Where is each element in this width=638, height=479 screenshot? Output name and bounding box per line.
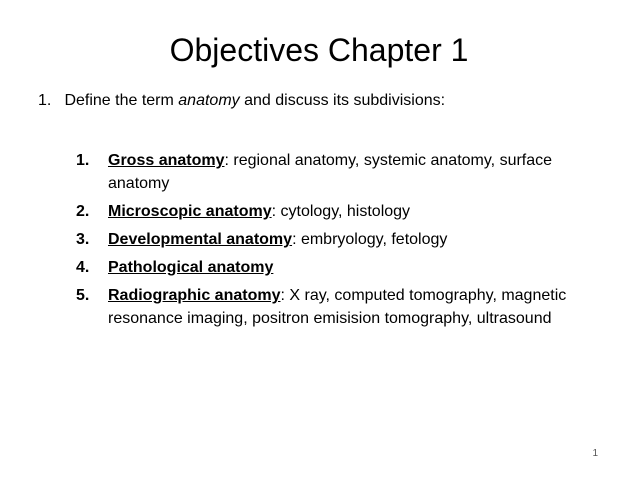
list-item-detail: : X ray, computed tomography, magnetic resonance imaging, positron emisision tomography, ultrasound bbox=[108, 287, 567, 327]
list-item-term: Microscopic anatomy bbox=[108, 203, 272, 220]
list-item-index: 4. bbox=[76, 259, 90, 276]
subdivisions-list bbox=[76, 149, 606, 335]
objective-number: 1. bbox=[38, 92, 52, 109]
objective-line bbox=[38, 90, 618, 112]
list-item-index: 5. bbox=[76, 287, 90, 304]
objective-emphasis: anatomy bbox=[178, 92, 240, 109]
slide-title: Objectives Chapter 1 bbox=[169, 32, 469, 68]
list-item-term: Developmental anatomy bbox=[108, 231, 293, 248]
page-number: 1 bbox=[592, 448, 598, 459]
list-item-detail: : cytology, histology bbox=[271, 203, 411, 220]
list-item bbox=[76, 228, 606, 251]
objective-text-before: Define the term bbox=[64, 92, 179, 109]
list-item-index: 3. bbox=[76, 231, 90, 248]
list-item bbox=[76, 149, 606, 195]
list-item bbox=[76, 256, 606, 279]
list-item-term: Radiographic anatomy bbox=[108, 287, 281, 304]
list-item-index: 1. bbox=[76, 152, 90, 169]
list-item-detail: : regional anatomy, systemic anatomy, surface anatomy bbox=[108, 152, 553, 192]
list-item-index: 2. bbox=[76, 203, 90, 220]
list-item-detail: : embryology, fetology bbox=[292, 231, 448, 248]
list-item-term: Gross anatomy bbox=[108, 152, 225, 169]
objective-text-after: and discuss its subdivisions: bbox=[239, 92, 446, 109]
list-item bbox=[76, 284, 606, 330]
list-item bbox=[76, 200, 606, 223]
list-item-term: Pathological anatomy bbox=[108, 259, 274, 276]
